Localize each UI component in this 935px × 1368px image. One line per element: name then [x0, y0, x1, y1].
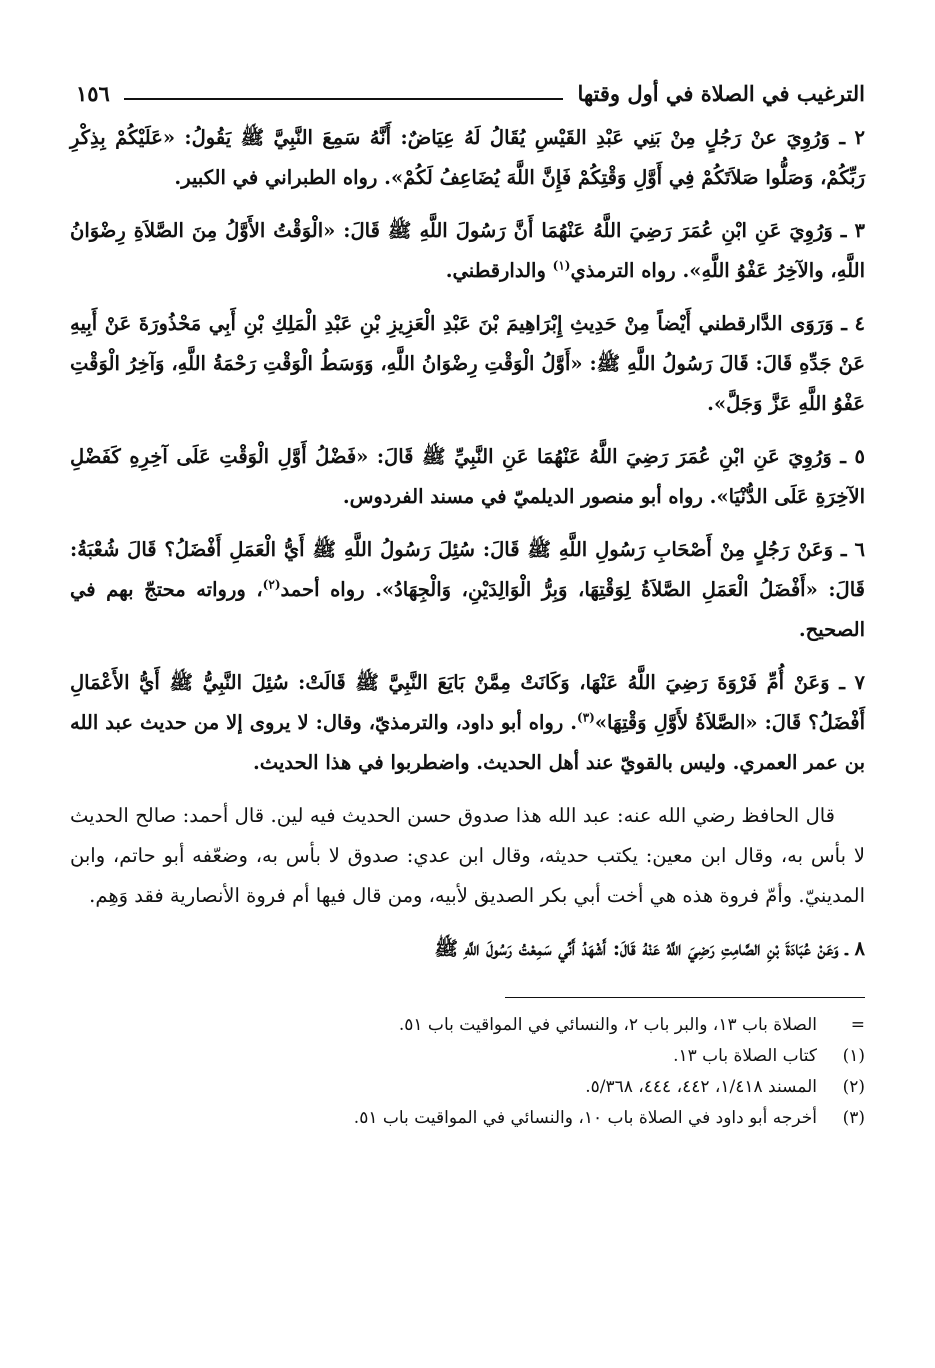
footnote-ref-2[interactable]: (٢) [262, 577, 281, 592]
footnote-text: كتاب الصلاة باب ١٣. [673, 1046, 817, 1066]
commentary-paragraph: قال الحافظ رضي الله عنه: عبد الله هذا صدوق حسن الحديث فيه لين. قال أحمد: صالح الحديث لا بأس به، وقال ابن معين: يكتب حديثه، وقال ابن عدي: صدوق لا بأس به، وضعّفه أبو حاتم، وابن المدينيّ. وأمّ فروة هذه هي أخت أبي بكر الصديق لأبيه، ومن قال فيها أم فروة الأنصارية فقد وَهِم. [70, 804, 865, 907]
page-number: ١٥٦ [76, 81, 110, 106]
header-rule [124, 98, 564, 100]
hadith-5: ٥ ـ وَرُوِيَ عَنِ ابْنِ عُمَرَ رَضِيَ اللَّهُ عَنْهُمَا عَنِ النَّبِيِّ ﷺ قَالَ: «فَضْلُ أَوَّلِ الْوَقْتِ عَلَى آخِرِهِ كَفَضْلِ الآخِرَةِ عَلَى الدُّنْيَا». رواه أبو منصور الديلميّ في مسند الفردوس. [70, 445, 865, 508]
footnote-continued [70, 1010, 865, 1041]
hadith-8: ٨ ـ وَعَنْ عُبَادَةَ بْنِ الصَّامِتِ رَضِيَ اللَّهُ عَنْهُ قَالَ: أَشْهَدُ أَنِّي سَمِعْتُ رَسُولَ اللَّهِ ﷺ [434, 937, 865, 960]
footnote-ref-1[interactable]: (١) [552, 258, 571, 273]
footnote-mark: = [850, 1015, 865, 1035]
footnote-divider [505, 997, 865, 998]
book-page [70, 72, 865, 1134]
footnote-2 [70, 1072, 865, 1103]
hadith-4: ٤ ـ وَرَوَى الدَّارقطني أَيْضاً مِنْ حَدِيثِ إِبْرَاهِيمَ بْنَ عَبْدِ الْعَزِيزِ بْنِ عَبْدِ الْمَلِكِ بْنِ أَبِي مَحْذُورَةَ عَنْ أَبِيهِ عَنْ جَدِّهِ قَالَ: قَالَ رَسُولُ اللَّهِ ﷺ: «أَوَّلُ الْوَقْتِ رِضْوَانُ اللَّهِ، وَوَسَطُ الْوَقْتِ رَحْمَةُ اللَّهِ، وَآخِرُ الْوَقْتِ عَفْوُ اللَّهِ عَزَّ وَجَلَّ». [70, 312, 865, 415]
footnote-mark: (٣) [842, 1108, 865, 1128]
footnote-text: أخرجه أبو داود في الصلاة باب ١٠، والنسائي في المواقيت باب ٥١. [353, 1108, 817, 1128]
page-header [70, 72, 865, 106]
footnote-ref-3[interactable]: (٣) [577, 710, 595, 725]
footnote-1 [70, 1041, 865, 1072]
running-title: الترغيب في الصلاة في أول وقتها [577, 81, 865, 106]
footnote-3 [70, 1103, 865, 1134]
footnote-text: الصلاة باب ١٣، والبر باب ٢، والنسائي في المواقيت باب ٥١. [398, 1015, 817, 1035]
hadith-7: ٧ ـ وَعَنْ أُمِّ فَرْوَةَ رَضِيَ اللَّهُ عَنْهَا، وَكَانَتْ مِمَّنْ بَايَعَ النَّبِيَّ ﷺ قَالَتْ: سُئِلَ النَّبِيُّ ﷺ أَيُّ الأَعْمَالِ أَفْضَلُ؟ قَالَ: «الصَّلاَةُ لأَوَّلِ وَقْتِهَا»$^{(٣)}$. رواه أبو داود، والترمذيّ، وقال: لا يروى إلا من حديث عبد الله بن عمر العمري. وليس بالقويّ عند أهل الحديث. واضطربوا في هذا الحديث. [70, 671, 865, 774]
footnote-text: المسند ١/٤١٨، ٤٤٢، ٤٤٤، ٥/٣٦٨. [585, 1077, 817, 1097]
hadith-6: ٦ ـ وَعَنْ رَجُلٍ مِنْ أَصْحَابِ رَسُولِ اللَّهِ ﷺ قَالَ: سُئِلَ رَسُولُ اللَّهِ ﷺ أَيُّ الْعَمَلِ أَفْضَلُ؟ قَالَ شُعْبَةُ: قَالَ: «أَفْضَلُ الْعَمَلِ الصَّلاَةُ لِوَقْتِهَا، وَبِرُّ الْوَالِدَيْنِ، وَالْجِهَادُ». رواه أحمد$^{(٢)}$، ورواته محتجّ بهم في الصحيح. [70, 538, 865, 641]
footnote-mark: (١) [842, 1046, 865, 1066]
hadith-3: ٣ ـ وَرُوِيَ عَنِ ابْنِ عُمَرَ رَضِيَ اللَّهُ عَنْهُمَا أَنَّ رَسُولَ اللَّهِ ﷺ قَالَ: «الْوَقْتُ الأَوَّلُ مِنَ الصَّلاَةِ رِضْوَانُ اللَّهِ، والآخِرُ عَفْوُ اللَّهِ». رواه الترمذي$^{(١)}$ والدارقطني. [70, 219, 865, 282]
footnote-mark: (٢) [842, 1077, 865, 1097]
hadith-2: ٢ ـ وَرُوِيَ عنْ رَجُلٍ مِنْ بَنِي عَبْدِ القَيْسِ يُقَالُ لَهُ عِيَاضٌ: أَنَّهُ سَمِعَ النَّبِيَّ ﷺ يَقُولُ: «عَلَيْكُمْ بِذِكْرِ رَبِّكُمْ، وَصَلُّوا صَلاَتَكُمْ فِي أَوَّلِ وَقْتِكُمْ فَإِنَّ اللَّهَ يُضَاعِفُ لَكُمْ». رواه الطبراني في الكبير. [70, 126, 865, 189]
footnotes [70, 1010, 865, 1134]
